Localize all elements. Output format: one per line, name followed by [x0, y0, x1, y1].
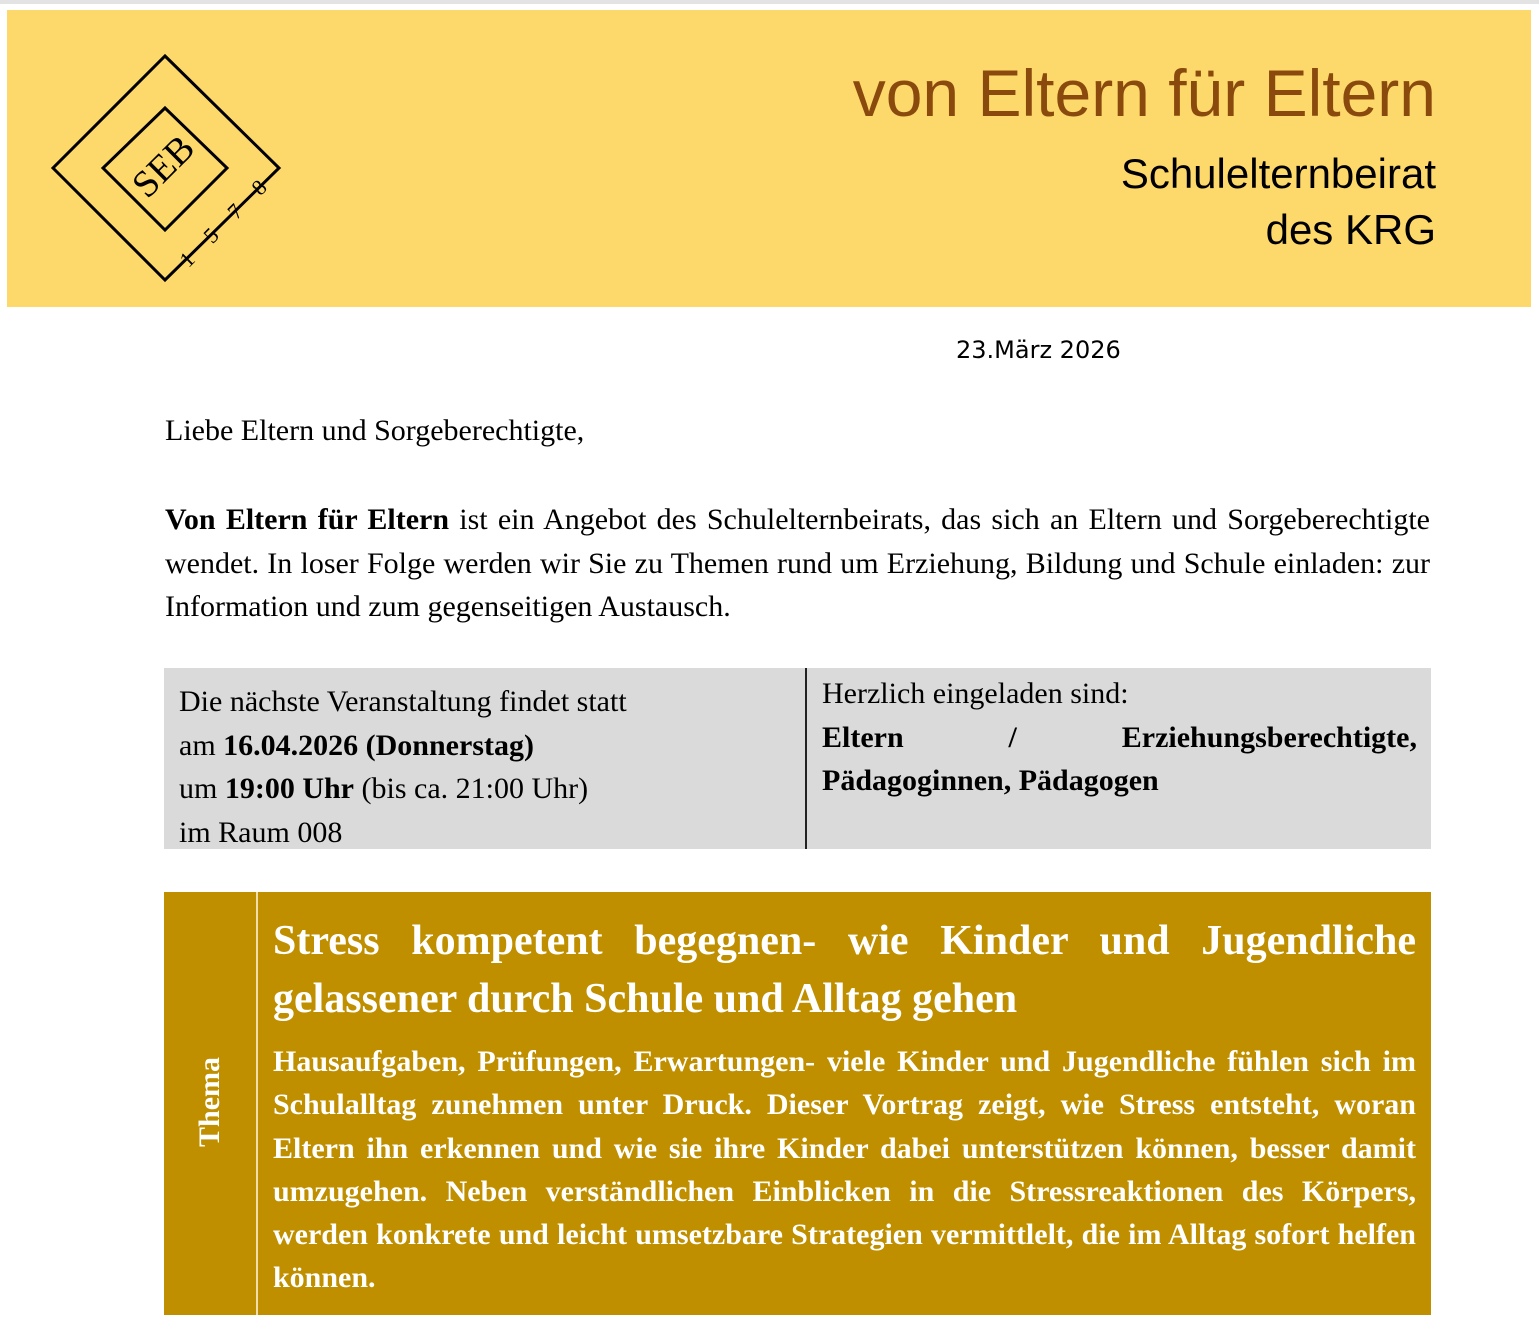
- page-title: von Eltern für Eltern: [852, 56, 1436, 130]
- event-time: 19:00 Uhr: [224, 772, 354, 805]
- theme-sidebar: [164, 892, 256, 1315]
- event-date-prefix: am: [179, 728, 224, 762]
- seb-diamond-logo: [47, 50, 292, 290]
- theme-label: Thema: [193, 1057, 226, 1147]
- top-border: [0, 0, 1539, 4]
- page-subtitle: [1121, 146, 1436, 258]
- invitees-line: Pädagoginnen, Pädagogen: [822, 764, 1159, 797]
- intro-text: ist ein Angebot des Schulelternbeirats, das sich an Eltern und Sorgeberechtigte wendet. In loser Folge werden wir Sie zu Themen rund um Erziehung, Bildung und Schule einladen: zur Information und zum gegenseitigen Austausch.: [165, 503, 1430, 623]
- theme-divider: [256, 892, 258, 1315]
- info-divider: [805, 668, 807, 849]
- logo-digit: 1: [174, 246, 200, 273]
- subtitle-line: des KRG: [1265, 206, 1436, 253]
- letter-date: 23.März 2026: [956, 336, 1121, 364]
- salutation: Liebe Eltern und Sorgeberechtigte,: [165, 414, 585, 447]
- theme-title: Stress kompetent begegnen- wie Kinder und Jugendliche gelassener durch Schule und Alltag gehen: [273, 918, 1416, 1022]
- logo-letters: SEB: [124, 127, 204, 207]
- invitees-line: Eltern / Erziehungsberechtigte,: [822, 720, 1417, 754]
- event-time-prefix: um: [179, 772, 225, 805]
- event-date: 16.04.2026 (Donnerstag): [223, 728, 534, 762]
- theme-box: [164, 892, 1431, 1315]
- logo-digit: 5: [198, 222, 224, 249]
- event-room: im Raum 008: [179, 815, 343, 849]
- intro-paragraph: [165, 498, 1430, 629]
- event-intro: Die nächste Veranstaltung findet statt: [179, 685, 627, 718]
- invite-heading: Herzlich eingeladen sind:: [822, 677, 1129, 710]
- event-details: [179, 680, 627, 854]
- logo-digit: 8: [246, 174, 272, 201]
- logo-digit: 7: [222, 198, 248, 225]
- event-time-line: [179, 767, 627, 811]
- theme-description: Hausaufgaben, Prüfungen, Erwartungen- viele Kinder und Jugendliche fühlen sich im Schulalltag zunehmen unter Druck. Dieser Vortrag zeigt, wie Stress entsteht, woran Eltern ihn erkennen und wie sie ihre Kinder dabei unterstützen können, besser damit umzugehen. Neben verständlichen Einblicken in die Stressreaktionen des Körpers, werden konkrete und leicht umsetzbare Strategien vermittlelt, die im Alltag sofort helfen können.: [273, 1045, 1416, 1295]
- intro-bold: Von Eltern für Eltern: [165, 503, 450, 536]
- event-date-line: [179, 724, 627, 768]
- event-info-box: [164, 668, 1431, 849]
- header-banner: [7, 10, 1531, 307]
- event-time-suffix: (bis ca. 21:00 Uhr): [354, 772, 589, 805]
- invitees: [822, 672, 1417, 803]
- subtitle-line: Schulelternbeirat: [1120, 150, 1436, 197]
